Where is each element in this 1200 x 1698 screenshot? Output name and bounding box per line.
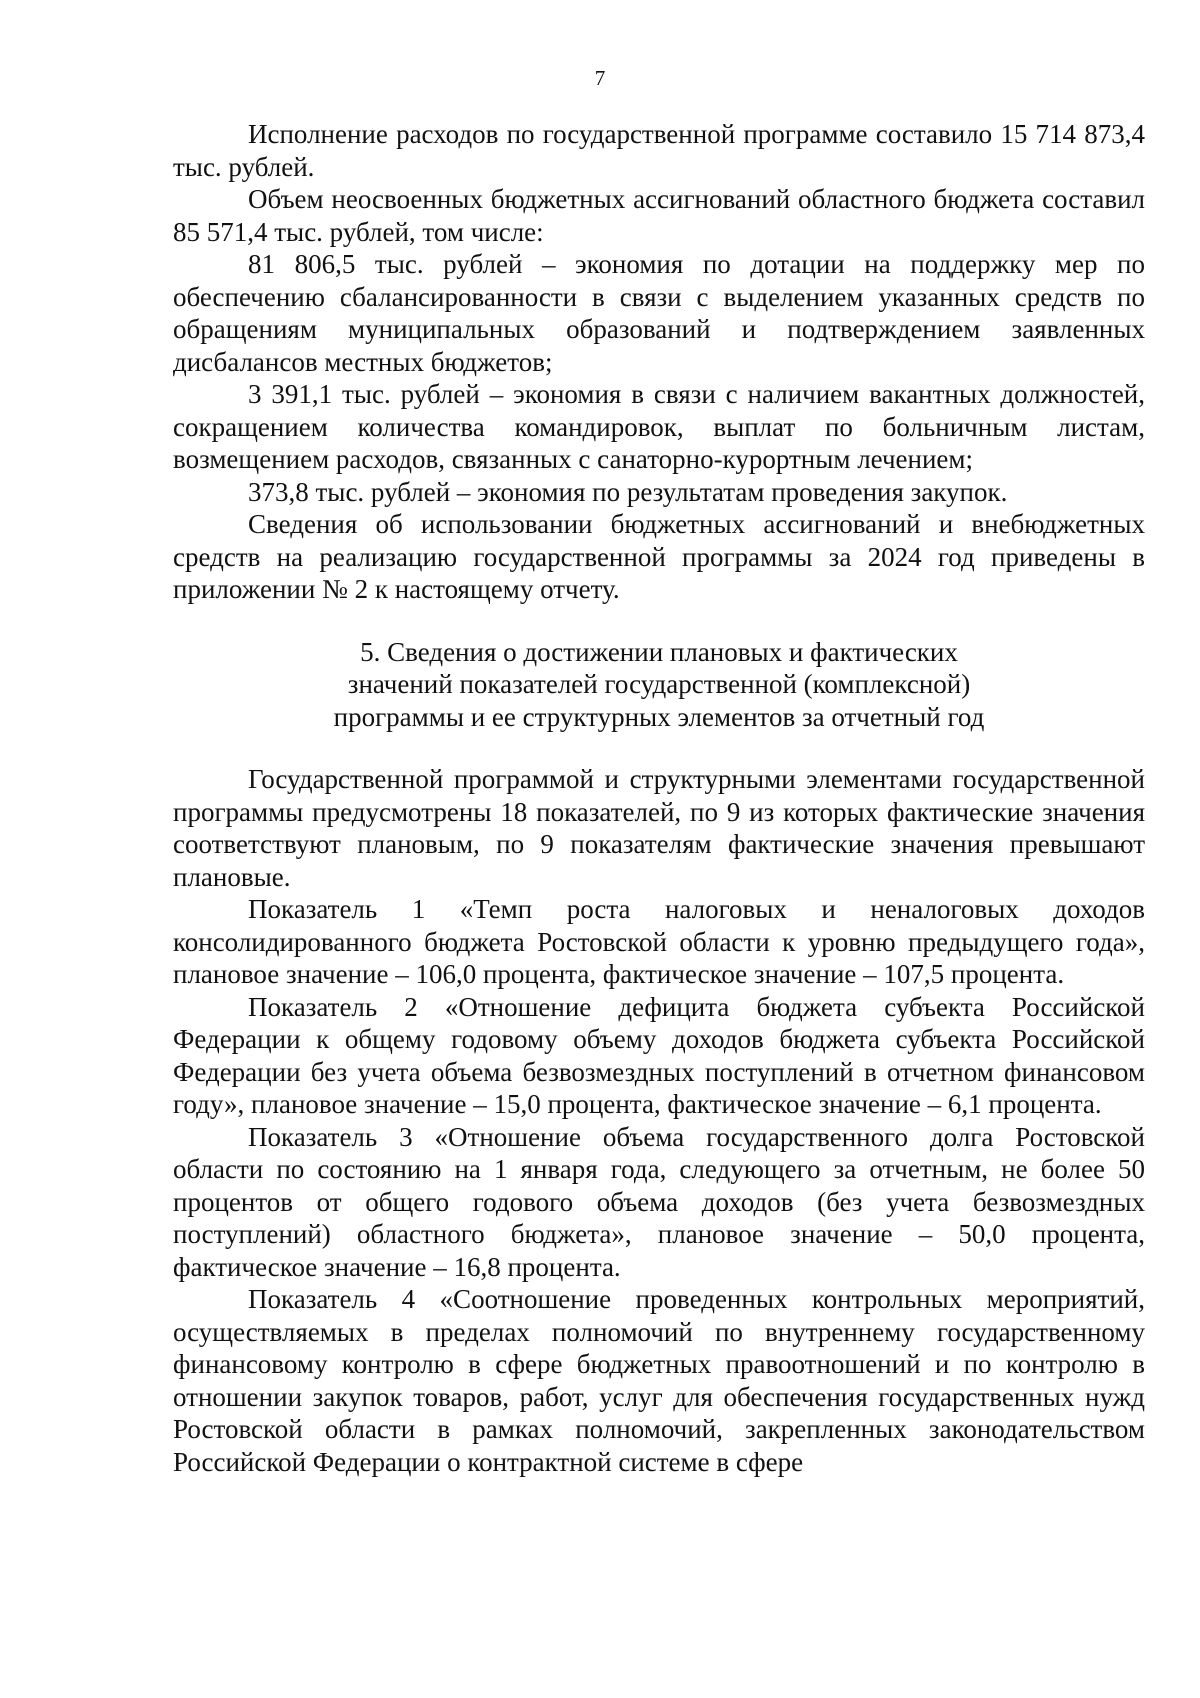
paragraph-indicator-1: Показатель 1 «Темп роста налоговых и неналоговых доходов консолидированного бюджета Ростовской области к уровню предыдущего года», плановое значение – 106,0 процента, фактическое значение – 107,5 процента. <box>173 894 1145 989</box>
paragraph-indicator-3: Показатель 3 «Отношение объема государственного долга Ростовской области по состоянию на 1 января года, следующего за отчетным, не более 50 процентов от общего годового объема доходов (без учета безвозмездных поступлений) областного бюджета», плановое значение – 50,0 процента, фактическое значение – 16,8 процента. <box>173 1121 1145 1282</box>
paragraph-indicator-2: Показатель 2 «Отношение дефицита бюджета субъекта Российской Федерации к общему годовому объему доходов бюджета субъекта Российской Федерации без учета объема безвозмездных поступлений в отчетном финансовом году», плановое значение – 15,0 процента, фактическое значение – 6,1 процента. <box>173 991 1145 1119</box>
paragraph-savings-subsidy: 81 806,5 тыс. рублей – экономия по дотации на поддержку мер по обеспечению сбалансированности в связи с выделением указанных средств по обращениям муниципальных образований и подтверждением заявленных дисбалансов местных бюджетов; <box>173 249 1145 377</box>
paragraph-savings-procurement: 373,8 тыс. рублей – экономия по результатам проведения закупок. <box>248 476 1008 507</box>
section-heading-line: 5. Сведения о достижении плановых и фактических <box>360 636 958 667</box>
paragraph-expenditure-execution: Исполнение расходов по государственной программе составило 15 714 873,4 тыс. рублей. <box>173 119 1145 182</box>
paragraph-unspent-allocations: Объем неосвоенных бюджетных ассигнований областного бюджета составил 85 571,4 тыс. рублей, том числе: <box>173 184 1145 247</box>
paragraph-appendix-reference: Сведения об использовании бюджетных ассигнований и внебюджетных средств на реализацию государственной программы за 2024 год приведены в приложении № 2 к настоящему отчету. <box>173 509 1145 604</box>
paragraph-savings-vacancies: 3 391,1 тыс. рублей – экономия в связи с наличием вакантных должностей, сокращением количества командировок, выплат по больничным листам, возмещением расходов, связанных с санаторно-курортным лечением; <box>173 379 1145 474</box>
section-heading <box>173 636 1145 734</box>
paragraph-indicator-4: Показатель 4 «Соотношение проведенных контрольных мероприятий, осуществляемых в пределах полномочий по внутреннему государственному финансовому контролю в сфере бюджетных правоотношений и по контролю в отношении закупок товаров, работ, услуг для обеспечения государственных нужд Ростовской области в рамках полномочий, закрепленных законодательством Российской Федерации о контрактной системе в сфере <box>173 1284 1145 1477</box>
page-number: 7 <box>594 66 606 90</box>
section-heading-line: программы и ее структурных элементов за отчетный год <box>333 701 985 732</box>
document-body <box>173 118 1145 1478</box>
spacer <box>173 733 1145 763</box>
section-heading-line: значений показателей государственной (комплексной) <box>347 669 971 699</box>
paragraph-indicators-summary: Государственной программой и структурными элементами государственной программы предусмотрены 18 показателей, по 9 из которых фактические значения соответствуют плановым, по 9 показателям фактические значения превышают плановые. <box>173 764 1145 892</box>
